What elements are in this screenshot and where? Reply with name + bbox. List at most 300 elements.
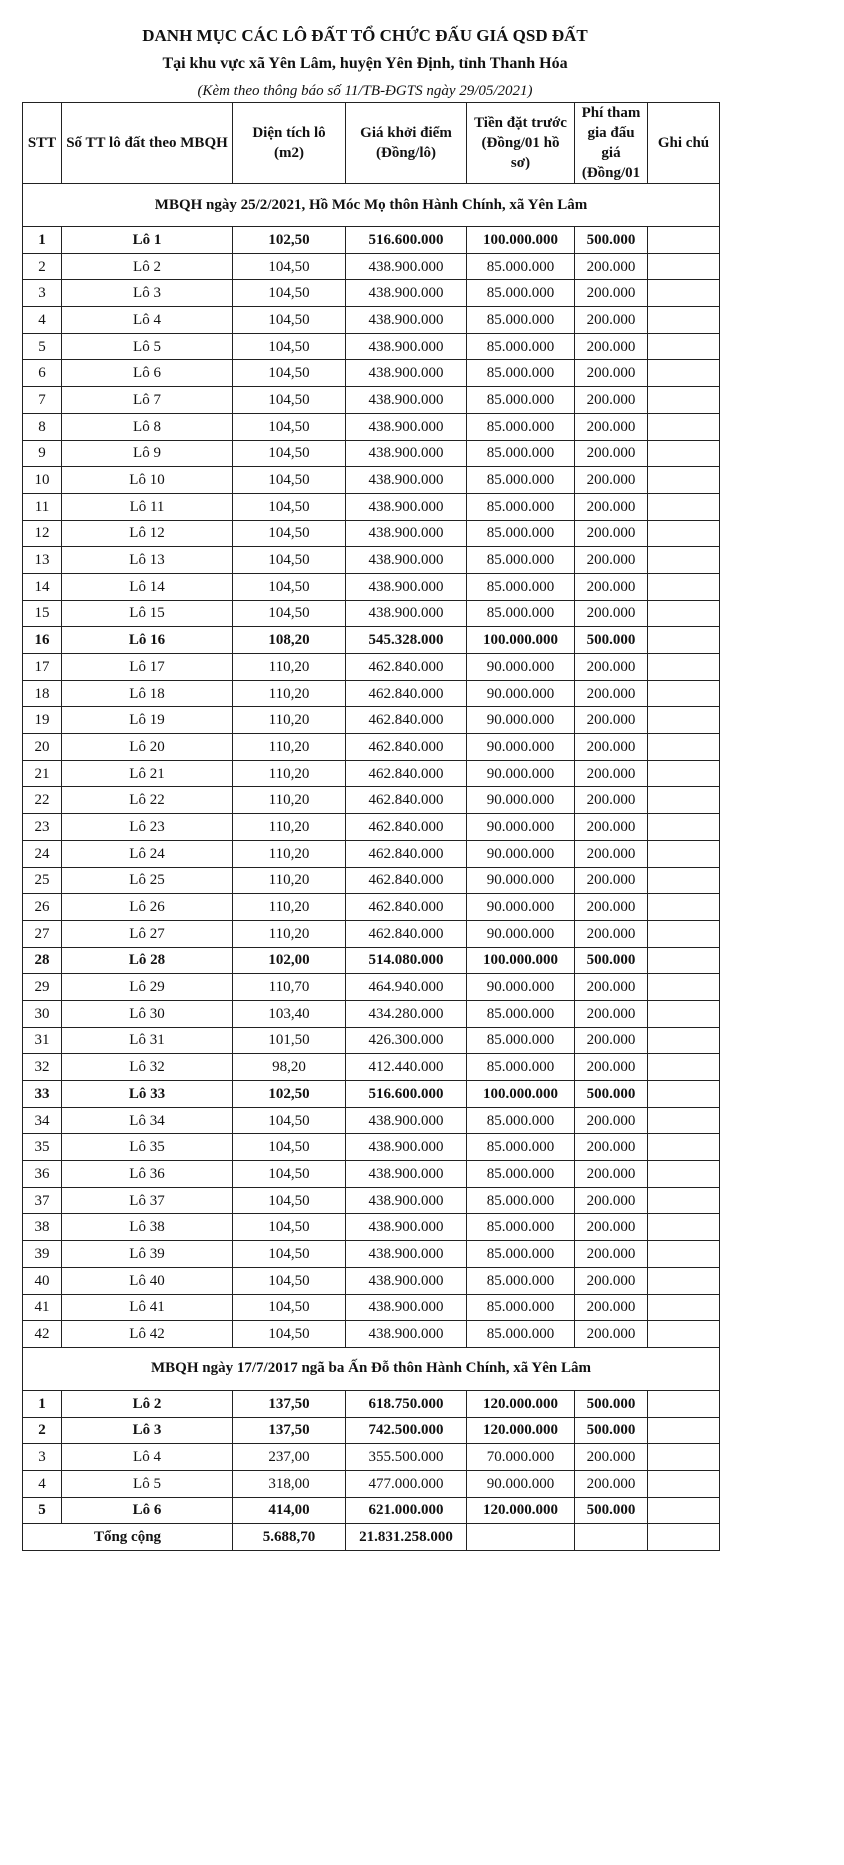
table-row xyxy=(23,1444,720,1471)
cell-note xyxy=(648,760,720,787)
document-subtitle: Tại khu vực xã Yên Lâm, huyện Yên Định, tỉnh Thanh Hóa xyxy=(162,55,568,72)
table-row xyxy=(23,787,720,814)
cell-note xyxy=(648,814,720,841)
cell-fee: 200.000 xyxy=(575,894,648,921)
cell-note xyxy=(648,1444,720,1471)
cell-note xyxy=(648,413,720,440)
cell-stt: 12 xyxy=(23,520,62,547)
cell-fee: 200.000 xyxy=(575,1470,648,1497)
cell-stt: 33 xyxy=(23,1081,62,1108)
cell-note xyxy=(648,1187,720,1214)
cell-fee: 200.000 xyxy=(575,600,648,627)
cell-fee: 200.000 xyxy=(575,547,648,574)
cell-price: 464.940.000 xyxy=(346,974,467,1001)
cell-stt: 13 xyxy=(23,547,62,574)
cell-price: 462.840.000 xyxy=(346,707,467,734)
cell-area: 104,50 xyxy=(233,520,346,547)
cell-price: 462.840.000 xyxy=(346,920,467,947)
cell-deposit: 100.000.000 xyxy=(467,627,575,654)
cell-fee: 200.000 xyxy=(575,920,648,947)
cell-note xyxy=(648,1214,720,1241)
cell-deposit: 85.000.000 xyxy=(467,1267,575,1294)
cell-area: 104,50 xyxy=(233,467,346,494)
cell-price: 462.840.000 xyxy=(346,734,467,761)
cell-fee: 200.000 xyxy=(575,1027,648,1054)
cell-deposit: 85.000.000 xyxy=(467,1214,575,1241)
cell-area: 110,20 xyxy=(233,654,346,681)
cell-lot: Lô 29 xyxy=(62,974,233,1001)
cell-area: 103,40 xyxy=(233,1000,346,1027)
cell-price: 355.500.000 xyxy=(346,1444,467,1471)
cell-stt: 28 xyxy=(23,947,62,974)
cell-deposit: 90.000.000 xyxy=(467,707,575,734)
cell-stt: 9 xyxy=(23,440,62,467)
cell-lot: Lô 23 xyxy=(62,814,233,841)
table-row xyxy=(23,974,720,1001)
table-row xyxy=(23,680,720,707)
table-row xyxy=(23,600,720,627)
cell-stt: 8 xyxy=(23,413,62,440)
cell-lot: Lô 24 xyxy=(62,840,233,867)
cell-lot: Lô 35 xyxy=(62,1134,233,1161)
cell-lot: Lô 12 xyxy=(62,520,233,547)
cell-note xyxy=(648,520,720,547)
cell-note xyxy=(648,1027,720,1054)
cell-note xyxy=(648,387,720,414)
cell-price: 412.440.000 xyxy=(346,1054,467,1081)
cell-stt: 1 xyxy=(23,1390,62,1417)
cell-deposit: 90.000.000 xyxy=(467,920,575,947)
cell-lot: Lô 36 xyxy=(62,1161,233,1188)
cell-stt: 14 xyxy=(23,573,62,600)
cell-fee: 200.000 xyxy=(575,493,648,520)
cell-lot: Lô 3 xyxy=(62,1417,233,1444)
cell-lot: Lô 20 xyxy=(62,734,233,761)
cell-area: 110,20 xyxy=(233,894,346,921)
cell-area: 102,50 xyxy=(233,1081,346,1108)
cell-area: 104,50 xyxy=(233,387,346,414)
cell-deposit: 90.000.000 xyxy=(467,654,575,681)
cell-note xyxy=(648,1054,720,1081)
cell-stt: 42 xyxy=(23,1321,62,1348)
cell-stt: 2 xyxy=(23,1417,62,1444)
table-row xyxy=(23,520,720,547)
table-row xyxy=(23,1267,720,1294)
cell-price: 438.900.000 xyxy=(346,1214,467,1241)
cell-fee: 200.000 xyxy=(575,1054,648,1081)
table-row xyxy=(23,1241,720,1268)
cell-lot: Lô 1 xyxy=(62,227,233,254)
table-row xyxy=(23,947,720,974)
cell-lot: Lô 28 xyxy=(62,947,233,974)
table-row xyxy=(23,1161,720,1188)
table-row xyxy=(23,1497,720,1524)
table-row xyxy=(23,333,720,360)
table-row xyxy=(23,307,720,334)
header-stt: STT xyxy=(23,103,62,184)
cell-note xyxy=(648,1081,720,1108)
cell-fee: 500.000 xyxy=(575,627,648,654)
cell-note xyxy=(648,680,720,707)
cell-price: 438.900.000 xyxy=(346,440,467,467)
cell-note xyxy=(648,867,720,894)
cell-price: 545.328.000 xyxy=(346,627,467,654)
cell-stt: 32 xyxy=(23,1054,62,1081)
cell-deposit: 70.000.000 xyxy=(467,1444,575,1471)
cell-price: 438.900.000 xyxy=(346,547,467,574)
cell-note xyxy=(648,280,720,307)
cell-deposit: 90.000.000 xyxy=(467,787,575,814)
cell-fee: 200.000 xyxy=(575,814,648,841)
cell-note xyxy=(648,920,720,947)
cell-stt: 38 xyxy=(23,1214,62,1241)
section-title: MBQH ngày 17/7/2017 ngã ba Ấn Đỗ thôn Hành Chính, xã Yên Lâm xyxy=(23,1347,720,1390)
cell-stt: 10 xyxy=(23,467,62,494)
cell-fee: 500.000 xyxy=(575,1390,648,1417)
cell-fee: 200.000 xyxy=(575,867,648,894)
cell-price: 462.840.000 xyxy=(346,867,467,894)
cell-deposit: 85.000.000 xyxy=(467,493,575,520)
cell-fee: 500.000 xyxy=(575,227,648,254)
cell-stt: 39 xyxy=(23,1241,62,1268)
header-fee: Phí tham gia đấu giá (Đồng/01 xyxy=(575,103,648,184)
cell-price: 462.840.000 xyxy=(346,894,467,921)
cell-fee: 200.000 xyxy=(575,1000,648,1027)
cell-note xyxy=(648,1497,720,1524)
cell-stt: 19 xyxy=(23,707,62,734)
cell-price: 462.840.000 xyxy=(346,840,467,867)
cell-area: 104,50 xyxy=(233,547,346,574)
cell-fee: 200.000 xyxy=(575,1187,648,1214)
cell-price: 621.000.000 xyxy=(346,1497,467,1524)
cell-note xyxy=(648,947,720,974)
cell-note xyxy=(648,894,720,921)
cell-stt: 35 xyxy=(23,1134,62,1161)
header-area: Diện tích lô (m2) xyxy=(233,103,346,184)
total-empty-cell xyxy=(575,1524,648,1551)
table-row xyxy=(23,1027,720,1054)
cell-fee: 200.000 xyxy=(575,413,648,440)
table-row xyxy=(23,734,720,761)
cell-area: 110,20 xyxy=(233,707,346,734)
cell-price: 462.840.000 xyxy=(346,760,467,787)
cell-area: 110,20 xyxy=(233,840,346,867)
document-title: DANH MỤC CÁC LÔ ĐẤT TỔ CHỨC ĐẤU GIÁ QSD ĐẤT xyxy=(142,26,588,45)
cell-fee: 200.000 xyxy=(575,1267,648,1294)
cell-lot: Lô 30 xyxy=(62,1000,233,1027)
cell-lot: Lô 4 xyxy=(62,1444,233,1471)
cell-price: 438.900.000 xyxy=(346,307,467,334)
cell-price: 434.280.000 xyxy=(346,1000,467,1027)
cell-area: 104,50 xyxy=(233,1134,346,1161)
section-header-row xyxy=(23,1347,720,1390)
cell-price: 462.840.000 xyxy=(346,787,467,814)
cell-price: 438.900.000 xyxy=(346,1187,467,1214)
table-row xyxy=(23,654,720,681)
lots-table xyxy=(22,102,720,1551)
table-row xyxy=(23,1294,720,1321)
cell-area: 104,50 xyxy=(233,307,346,334)
cell-fee: 200.000 xyxy=(575,1214,648,1241)
cell-lot: Lô 2 xyxy=(62,1390,233,1417)
cell-stt: 20 xyxy=(23,734,62,761)
cell-fee: 200.000 xyxy=(575,974,648,1001)
cell-lot: Lô 8 xyxy=(62,413,233,440)
table-row xyxy=(23,920,720,947)
cell-stt: 4 xyxy=(23,307,62,334)
cell-note xyxy=(648,1000,720,1027)
cell-stt: 5 xyxy=(23,1497,62,1524)
table-row xyxy=(23,760,720,787)
cell-area: 110,20 xyxy=(233,680,346,707)
cell-fee: 200.000 xyxy=(575,1294,648,1321)
cell-fee: 200.000 xyxy=(575,680,648,707)
cell-deposit: 90.000.000 xyxy=(467,867,575,894)
cell-deposit: 90.000.000 xyxy=(467,1470,575,1497)
cell-area: 108,20 xyxy=(233,627,346,654)
cell-note xyxy=(648,840,720,867)
cell-deposit: 85.000.000 xyxy=(467,253,575,280)
cell-note xyxy=(648,1390,720,1417)
cell-area: 110,20 xyxy=(233,787,346,814)
section-header-row xyxy=(23,184,720,227)
total-area: 5.688,70 xyxy=(233,1524,346,1551)
cell-fee: 200.000 xyxy=(575,573,648,600)
cell-note xyxy=(648,547,720,574)
cell-price: 514.080.000 xyxy=(346,947,467,974)
cell-stt: 3 xyxy=(23,1444,62,1471)
cell-lot: Lô 15 xyxy=(62,600,233,627)
cell-lot: Lô 26 xyxy=(62,894,233,921)
cell-area: 104,50 xyxy=(233,1161,346,1188)
cell-lot: Lô 32 xyxy=(62,1054,233,1081)
cell-deposit: 90.000.000 xyxy=(467,734,575,761)
cell-lot: Lô 42 xyxy=(62,1321,233,1348)
cell-area: 104,50 xyxy=(233,333,346,360)
table-row xyxy=(23,867,720,894)
cell-stt: 21 xyxy=(23,760,62,787)
cell-stt: 37 xyxy=(23,1187,62,1214)
cell-area: 110,20 xyxy=(233,920,346,947)
cell-area: 237,00 xyxy=(233,1444,346,1471)
cell-fee: 200.000 xyxy=(575,1161,648,1188)
cell-note xyxy=(648,307,720,334)
cell-price: 438.900.000 xyxy=(346,333,467,360)
table-row xyxy=(23,360,720,387)
cell-price: 438.900.000 xyxy=(346,413,467,440)
cell-deposit: 85.000.000 xyxy=(467,467,575,494)
cell-deposit: 85.000.000 xyxy=(467,1027,575,1054)
cell-fee: 200.000 xyxy=(575,1444,648,1471)
table-row xyxy=(23,1214,720,1241)
table-row xyxy=(23,1187,720,1214)
cell-lot: Lô 2 xyxy=(62,253,233,280)
cell-stt: 4 xyxy=(23,1470,62,1497)
table-row xyxy=(23,1000,720,1027)
table-row xyxy=(23,280,720,307)
cell-note xyxy=(648,1470,720,1497)
cell-lot: Lô 21 xyxy=(62,760,233,787)
cell-deposit: 85.000.000 xyxy=(467,600,575,627)
cell-deposit: 120.000.000 xyxy=(467,1417,575,1444)
cell-area: 104,50 xyxy=(233,1267,346,1294)
table-row xyxy=(23,1134,720,1161)
cell-lot: Lô 17 xyxy=(62,654,233,681)
cell-note xyxy=(648,1107,720,1134)
cell-note xyxy=(648,1417,720,1444)
cell-stt: 30 xyxy=(23,1000,62,1027)
cell-note xyxy=(648,440,720,467)
cell-lot: Lô 37 xyxy=(62,1187,233,1214)
cell-fee: 200.000 xyxy=(575,387,648,414)
cell-deposit: 90.000.000 xyxy=(467,840,575,867)
total-row xyxy=(23,1524,720,1551)
cell-note xyxy=(648,787,720,814)
table-body xyxy=(23,184,720,1551)
cell-lot: Lô 41 xyxy=(62,1294,233,1321)
cell-lot: Lô 25 xyxy=(62,867,233,894)
cell-fee: 200.000 xyxy=(575,1241,648,1268)
cell-note xyxy=(648,1241,720,1268)
cell-fee: 200.000 xyxy=(575,654,648,681)
cell-stt: 18 xyxy=(23,680,62,707)
cell-area: 137,50 xyxy=(233,1390,346,1417)
cell-fee: 200.000 xyxy=(575,253,648,280)
cell-area: 104,50 xyxy=(233,360,346,387)
table-row xyxy=(23,227,720,254)
total-empty-cell xyxy=(467,1524,575,1551)
table-row xyxy=(23,493,720,520)
cell-deposit: 85.000.000 xyxy=(467,1107,575,1134)
table-row xyxy=(23,253,720,280)
cell-stt: 17 xyxy=(23,654,62,681)
table-row xyxy=(23,840,720,867)
cell-price: 438.900.000 xyxy=(346,253,467,280)
table-row xyxy=(23,627,720,654)
cell-stt: 26 xyxy=(23,894,62,921)
cell-price: 438.900.000 xyxy=(346,573,467,600)
cell-deposit: 120.000.000 xyxy=(467,1390,575,1417)
cell-lot: Lô 22 xyxy=(62,787,233,814)
cell-area: 110,20 xyxy=(233,734,346,761)
cell-note xyxy=(648,1294,720,1321)
cell-deposit: 85.000.000 xyxy=(467,440,575,467)
cell-deposit: 85.000.000 xyxy=(467,1161,575,1188)
cell-area: 104,50 xyxy=(233,493,346,520)
cell-area: 101,50 xyxy=(233,1027,346,1054)
cell-note xyxy=(648,227,720,254)
cell-deposit: 90.000.000 xyxy=(467,680,575,707)
header-note: Ghi chú xyxy=(648,103,720,184)
cell-area: 110,20 xyxy=(233,814,346,841)
table-row xyxy=(23,1470,720,1497)
cell-stt: 41 xyxy=(23,1294,62,1321)
cell-stt: 24 xyxy=(23,840,62,867)
cell-lot: Lô 38 xyxy=(62,1214,233,1241)
table-row xyxy=(23,1417,720,1444)
cell-fee: 200.000 xyxy=(575,360,648,387)
table-header-row xyxy=(23,103,720,184)
cell-stt: 23 xyxy=(23,814,62,841)
cell-deposit: 90.000.000 xyxy=(467,974,575,1001)
cell-lot: Lô 5 xyxy=(62,1470,233,1497)
cell-stt: 40 xyxy=(23,1267,62,1294)
cell-note xyxy=(648,1161,720,1188)
table-row xyxy=(23,573,720,600)
cell-fee: 500.000 xyxy=(575,1081,648,1108)
cell-price: 426.300.000 xyxy=(346,1027,467,1054)
cell-deposit: 85.000.000 xyxy=(467,520,575,547)
cell-stt: 34 xyxy=(23,1107,62,1134)
cell-stt: 11 xyxy=(23,493,62,520)
cell-lot: Lô 6 xyxy=(62,360,233,387)
cell-stt: 3 xyxy=(23,280,62,307)
cell-fee: 200.000 xyxy=(575,333,648,360)
cell-note xyxy=(648,1321,720,1348)
cell-lot: Lô 18 xyxy=(62,680,233,707)
section-title: MBQH ngày 25/2/2021, Hồ Móc Mọ thôn Hành Chính, xã Yên Lâm xyxy=(23,184,720,227)
cell-fee: 200.000 xyxy=(575,1321,648,1348)
cell-fee: 200.000 xyxy=(575,307,648,334)
cell-deposit: 85.000.000 xyxy=(467,1134,575,1161)
cell-lot: Lô 31 xyxy=(62,1027,233,1054)
cell-area: 104,50 xyxy=(233,573,346,600)
cell-deposit: 85.000.000 xyxy=(467,547,575,574)
cell-deposit: 85.000.000 xyxy=(467,1241,575,1268)
cell-price: 477.000.000 xyxy=(346,1470,467,1497)
table-row xyxy=(23,413,720,440)
cell-price: 462.840.000 xyxy=(346,654,467,681)
cell-stt: 36 xyxy=(23,1161,62,1188)
table-row xyxy=(23,1081,720,1108)
cell-area: 104,50 xyxy=(233,600,346,627)
cell-area: 110,70 xyxy=(233,974,346,1001)
cell-area: 318,00 xyxy=(233,1470,346,1497)
cell-fee: 200.000 xyxy=(575,467,648,494)
cell-deposit: 85.000.000 xyxy=(467,307,575,334)
cell-fee: 500.000 xyxy=(575,1497,648,1524)
cell-area: 104,50 xyxy=(233,1214,346,1241)
cell-price: 438.900.000 xyxy=(346,280,467,307)
cell-lot: Lô 33 xyxy=(62,1081,233,1108)
cell-price: 516.600.000 xyxy=(346,1081,467,1108)
cell-stt: 16 xyxy=(23,627,62,654)
table-row xyxy=(23,814,720,841)
cell-fee: 200.000 xyxy=(575,787,648,814)
cell-area: 104,50 xyxy=(233,440,346,467)
cell-fee: 200.000 xyxy=(575,760,648,787)
total-label: Tổng cộng xyxy=(23,1524,233,1551)
cell-deposit: 85.000.000 xyxy=(467,1000,575,1027)
table-row xyxy=(23,707,720,734)
table-row xyxy=(23,547,720,574)
cell-stt: 1 xyxy=(23,227,62,254)
cell-lot: Lô 19 xyxy=(62,707,233,734)
cell-price: 438.900.000 xyxy=(346,1267,467,1294)
cell-note xyxy=(648,654,720,681)
cell-stt: 7 xyxy=(23,387,62,414)
table-row xyxy=(23,1054,720,1081)
cell-area: 104,50 xyxy=(233,280,346,307)
total-empty-cell xyxy=(648,1524,720,1551)
cell-stt: 6 xyxy=(23,360,62,387)
cell-area: 110,20 xyxy=(233,760,346,787)
cell-area: 104,50 xyxy=(233,253,346,280)
cell-lot: Lô 4 xyxy=(62,307,233,334)
cell-deposit: 85.000.000 xyxy=(467,573,575,600)
cell-stt: 5 xyxy=(23,333,62,360)
cell-fee: 200.000 xyxy=(575,734,648,761)
